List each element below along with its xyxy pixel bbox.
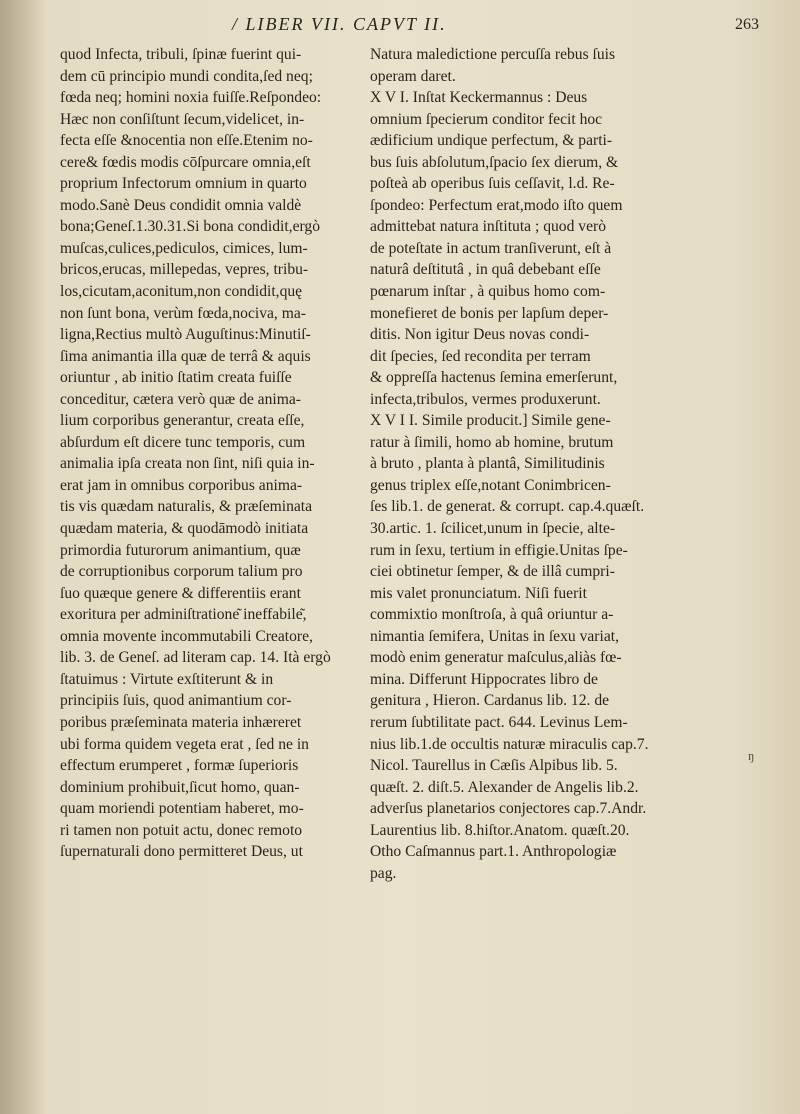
text-line: abſurdum eſt dicere tunc temporis, cum [60, 433, 306, 451]
text-line: & oppreſſa hactenus ſemina emerſerunt, [370, 369, 618, 387]
text-line: ciei obtinetur ſemper, & de illâ cumpri- [370, 563, 615, 581]
text-line: de poteſtate in actum tranſiverunt, eſt à [370, 239, 612, 257]
text-line: cere& fœdis modis cōſpurcare omnia,eſt [60, 153, 311, 171]
text-line: modo.Sanè Deus condidit omnia valdè [60, 196, 302, 214]
text-line: fœda neq; homini noxia fuiſſe.Reſpondeo: [60, 89, 322, 107]
text-line: quæſt. 2. diſt.5. Alexander de Angelis lib.2. [370, 778, 639, 796]
text-line: mis valet pronunciatum. Niſi fuerit [370, 584, 587, 602]
text-line: proprium Infectorum omnium in quarto [60, 175, 307, 193]
text-line: ædificium undique perfectum, & parti- [370, 132, 613, 150]
right-text-column [370, 44, 790, 884]
text-line: poſteà ab operibus ſuis ceſſavit, l.d. Re- [370, 175, 615, 193]
text-line: operam daret. [370, 67, 456, 85]
text-line: lib. 3. de Geneſ. ad literam cap. 14. Ità ergò [60, 649, 331, 667]
text-line: ſupernaturali dono permitteret Deus, ut [60, 843, 303, 861]
text-line: ſuo quæque genere & differentiis erant [60, 584, 301, 602]
text-line: Otho Caſmannus part.1. Anthropologiæ [370, 843, 617, 861]
text-line: pœnarum inſtar , à quibus homo com- [370, 283, 606, 301]
text-line: Laurentius lib. 8.hiſtor.Anatom. quæſt.20. [370, 821, 630, 839]
text-line: effectum erumperet , formæ ſuperioris [60, 757, 299, 775]
text-line: mina. Differunt Hippocrates libro de [370, 670, 598, 688]
text-line: ditis. Non igitur Deus novas condi- [370, 326, 590, 344]
text-line: admittebat natura inſtituta ; quod verò [370, 218, 607, 236]
text-line: commixtio monſtroſa, à quâ oriuntur a- [370, 606, 614, 624]
text-line: rerum ſubtilitate pact. 644. Levinus Lem- [370, 713, 628, 731]
text-line: rum in ſexu, tertium in effigie.Unitas ſpe- [370, 541, 628, 559]
text-line: dominium prohibuit,ſicut homo, quan- [60, 778, 300, 796]
text-line: nimantia ſemifera, Unitas in ſexu variat, [370, 627, 619, 645]
text-line: X V I. Inſtat Keckermannus : Deus [370, 89, 588, 107]
text-line: poribus præſeminata materia inhæreret [60, 713, 302, 731]
page-header [0, 14, 800, 44]
text-line: dem cū principio mundi condita,ſed neq; [60, 67, 313, 85]
text-line: dit ſpecies, ſed recondita per terram [370, 347, 591, 365]
text-line: bona;Geneſ.1.30.31.Si bona condidit,ergò [60, 218, 320, 236]
text-line: Nicol. Taurellus in Cæſis Alpibus lib. 5. [370, 757, 618, 775]
text-line: los,cicutam,aconitum,non condidit,quę [60, 283, 303, 301]
text-line: ri tamen non potuit actu, donec remoto [60, 821, 303, 839]
text-line: quod Infecta, tribuli, ſpinæ fuerint qui- [60, 46, 302, 63]
text-line: ſpondeo: Perfectum erat,modo iſto quem [370, 196, 623, 214]
text-line: Hæc non conſiſtunt ſecum,videlicet, in- [60, 110, 305, 128]
text-line: genitura , Hieron. Cardanus lib. 12. de [370, 692, 610, 710]
text-line: conceditur, cætera verò quæ de anima- [60, 390, 301, 408]
text-line: pag. [370, 864, 397, 882]
text-line: nius lib.1.de occultis naturæ miraculis cap.7. [370, 735, 649, 753]
text-line: naturâ deſtitutâ , in quâ debebant eſſe [370, 261, 601, 279]
text-line: genus triplex eſſe,notant Conimbricen- [370, 476, 611, 494]
text-line: lium corporibus generantur, creata eſſe, [60, 412, 305, 430]
text-line: à bruto , planta à plantâ, Similitudinis [370, 455, 605, 473]
text-line: infecta,tribulos, vermes produxerunt. [370, 390, 601, 408]
text-line: non ſunt bona, verùm fœda,nociva, ma- [60, 304, 306, 322]
text-line: ſtatuimus : Virtute exſtiterunt & in [60, 670, 274, 688]
text-line: principiis ſuis, quod animantium cor- [60, 692, 292, 710]
text-line: omnium ſpecierum conditor fecit hoc [370, 110, 603, 128]
text-line: monefieret de bonis per lapſum deper- [370, 304, 609, 322]
text-line: oriuntur , ab initio ſtatim creata fuiſſe [60, 369, 292, 387]
text-line: quam moriendi potentiam haberet, mo- [60, 800, 304, 818]
text-line: ubi forma quidem vegeta erat , ſed ne in [60, 735, 309, 753]
text-line: fecta eſſe &nocentia non eſſe.Etenim no- [60, 132, 313, 150]
text-line: 30.artic. 1. ſcilicet,unum in ſpecie, alte- [370, 520, 616, 538]
left-text-column [60, 44, 365, 863]
text-line: muſcas,culices,pediculos, cimices, lum- [60, 239, 308, 257]
text-line: primordia futurorum animantium, quæ [60, 541, 301, 559]
text-line: ſes lib.1. de generat. & corrupt. cap.4.quæſt. [370, 498, 645, 516]
text-line: X V I I. Simile producit.] Simile gene- [370, 412, 611, 430]
binding-shadow [0, 0, 46, 1114]
text-line: ratur à ſimili, homo ab homine, brutum [370, 433, 614, 451]
text-line: erat jam in omnibus corporibus anima- [60, 476, 303, 494]
text-line: ligna,Rectius multò Auguſtinus:Minutiſ- [60, 326, 311, 344]
text-line: de corruptionibus corporum talium pro [60, 563, 303, 581]
text-line: animalia ipſa creata non ſint, niſi quia in- [60, 455, 315, 473]
text-line: modò enim generatur maſculus,aliàs fœ- [370, 649, 622, 667]
text-line: quædam materia, & quodāmodò initiata [60, 520, 309, 538]
text-line: adverſus planetarios conjectores cap.7.Andr. [370, 800, 647, 818]
margin-annotation: ŋ [748, 748, 755, 763]
page-number: 263 [735, 16, 759, 33]
text-line: Natura maledictione percuſſa rebus ſuis [370, 46, 616, 63]
text-line: ſima animantia illa quæ de terrâ & aquis [60, 347, 311, 365]
text-line: exoritura per adminiſtratione͂ ineffabile͂, [60, 606, 307, 624]
text-line: bus ſuis abſolutum,ſpacio ſex dierum, & [370, 153, 619, 171]
text-line: bricos,erucas, millepedas, vepres, tribu- [60, 261, 309, 279]
text-line: omnia movente incommutabili Creatore, [60, 627, 313, 645]
running-head: / LIBER VII. CAPVT II. [232, 14, 447, 34]
text-line: tis vis quædam naturalis, & præſeminata [60, 498, 313, 516]
